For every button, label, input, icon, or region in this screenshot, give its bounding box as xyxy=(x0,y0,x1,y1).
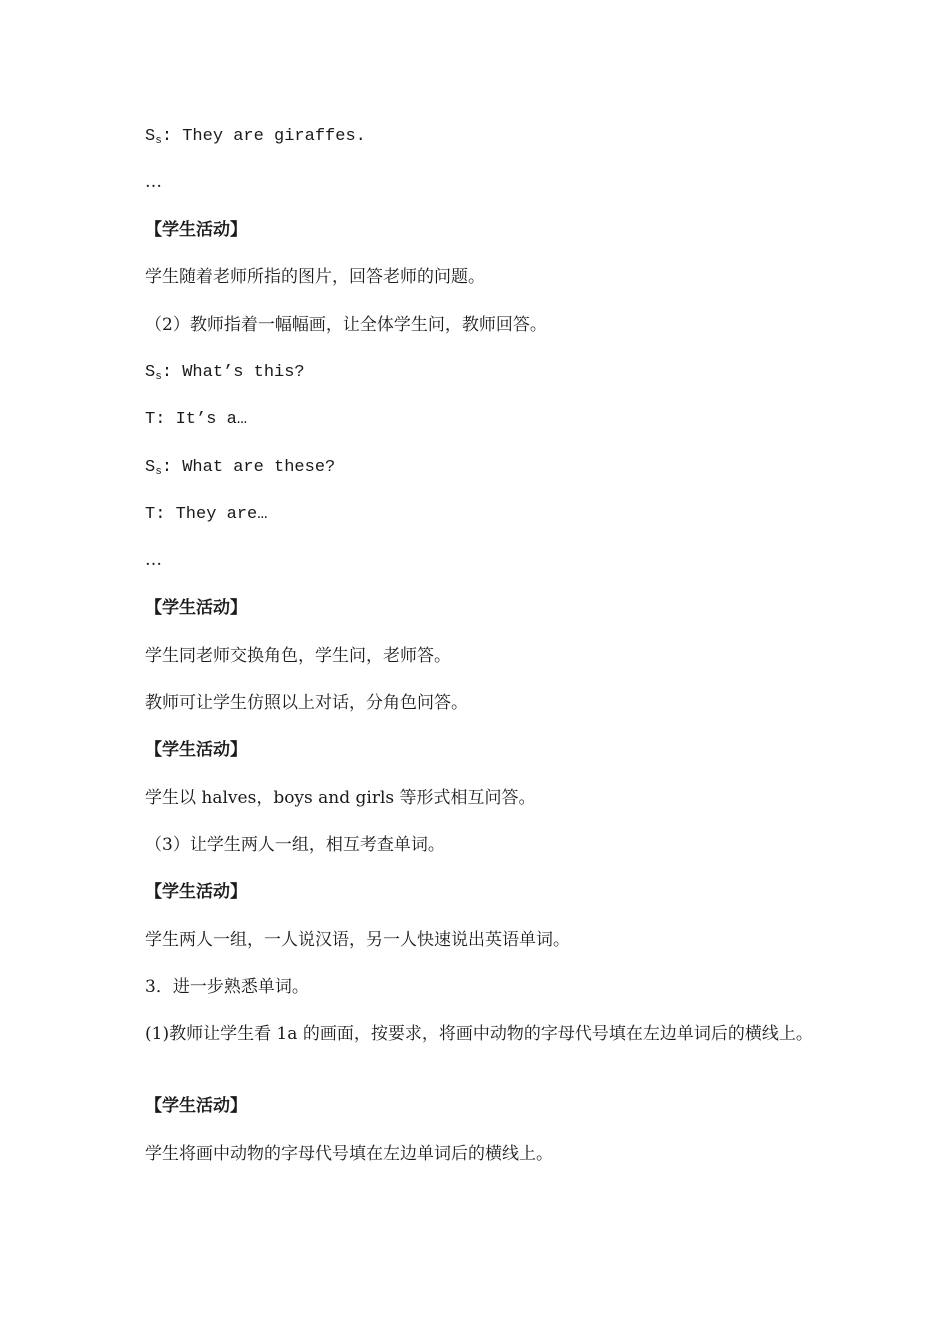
section-heading-student-activity: 【学生活动】 xyxy=(145,1096,247,1116)
paragraph: 学生随着老师所指的图片，回答老师的问题。 xyxy=(145,267,485,287)
numbered-step-2: （2）教师指着一幅幅画，让全体学生问，教师回答。 xyxy=(145,315,547,335)
speaker-subscript: s xyxy=(155,371,162,383)
numbered-step-1-paragraph: (1)教师让学生看 1a 的画面，按要求，将画中动物的字母代号填在左边单词后的横线上。 xyxy=(145,1024,813,1044)
dialogue-text: : What’s this? xyxy=(161,363,305,382)
speaker-label: S xyxy=(145,127,156,146)
speaker-label: S xyxy=(145,458,156,477)
dialogue-line-teacher-its-a: T: It’s a… xyxy=(145,410,248,429)
dialogue-text: : What are these? xyxy=(161,458,336,477)
ellipsis-line: … xyxy=(145,550,162,570)
speaker-subscript: s xyxy=(155,135,162,147)
dialogue-line-students-giraffes xyxy=(145,125,825,153)
speaker-label: S xyxy=(145,363,156,382)
speaker-subscript: s xyxy=(155,466,162,478)
paragraph: 学生以 halves，boys and girls 等形式相互问答。 xyxy=(145,788,536,808)
paragraph: 学生将画中动物的字母代号填在左边单词后的横线上。 xyxy=(145,1144,553,1164)
dialogue-line-teacher-they-are: T: They are… xyxy=(145,505,268,524)
dialogue-line-students-what-this xyxy=(145,361,825,389)
ellipsis-line: … xyxy=(145,172,162,192)
paragraph: 教师可让学生仿照以上对话，分角色问答。 xyxy=(145,693,468,713)
numbered-step-3: （3）让学生两人一组，相互考查单词。 xyxy=(145,835,445,855)
section-heading-student-activity: 【学生活动】 xyxy=(145,220,247,240)
paragraph: 学生两人一组，一人说汉语，另一人快速说出英语单词。 xyxy=(145,930,570,950)
dialogue-text: : They are giraffes. xyxy=(161,127,366,146)
dialogue-line-students-what-these xyxy=(145,456,825,484)
section-heading-student-activity: 【学生活动】 xyxy=(145,882,247,902)
numbered-section-3: 3．进一步熟悉单词。 xyxy=(145,977,309,997)
section-heading-student-activity: 【学生活动】 xyxy=(145,598,247,618)
paragraph: 学生同老师交换角色，学生问，老师答。 xyxy=(145,646,451,666)
section-heading-student-activity: 【学生活动】 xyxy=(145,740,247,760)
